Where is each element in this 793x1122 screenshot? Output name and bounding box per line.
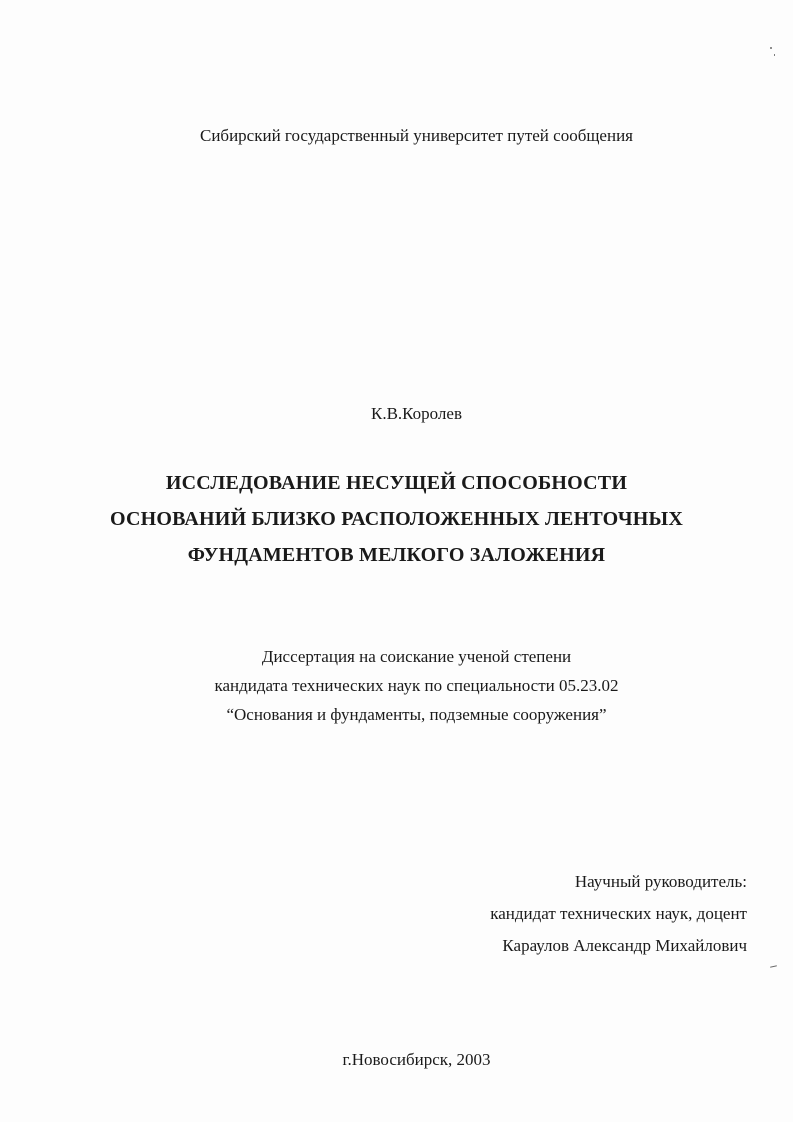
title-line: ИССЛЕДОВАНИЕ НЕСУЩЕЙ СПОСОБНОСТИ bbox=[165, 472, 628, 494]
supervisor-degree: кандидат технических наук, доцент bbox=[490, 904, 747, 923]
supervisor-name: Караулов Александр Михайлович bbox=[502, 936, 747, 955]
title-line: ОСНОВАНИЙ БЛИЗКО РАСПОЛОЖЕННЫХ ЛЕНТОЧНЫХ bbox=[109, 508, 684, 530]
description-line: Диссертация на соискание ученой степени bbox=[261, 647, 572, 666]
description-line: “Основания и фундаменты, подземные сооружения” bbox=[226, 705, 607, 724]
dissertation-description bbox=[20, 642, 793, 729]
title-line: ФУНДАМЕНТОВ МЕЛКОГО ЗАЛОЖЕНИЯ bbox=[187, 544, 606, 566]
city-year: г.Новосибирск, 2003 bbox=[342, 1050, 491, 1069]
author-name: К.В.Королев bbox=[370, 404, 462, 423]
supervisor-block bbox=[490, 866, 747, 962]
scan-speck bbox=[770, 47, 772, 49]
scan-speck bbox=[774, 54, 775, 56]
supervisor-heading: Научный руководитель: bbox=[574, 872, 747, 891]
university-name: Сибирский государственный университет путей сообщения bbox=[200, 126, 633, 145]
description-line: кандидата технических наук по специальности 05.23.02 bbox=[214, 676, 619, 695]
scan-speck bbox=[770, 965, 777, 967]
dissertation-title bbox=[0, 465, 793, 573]
